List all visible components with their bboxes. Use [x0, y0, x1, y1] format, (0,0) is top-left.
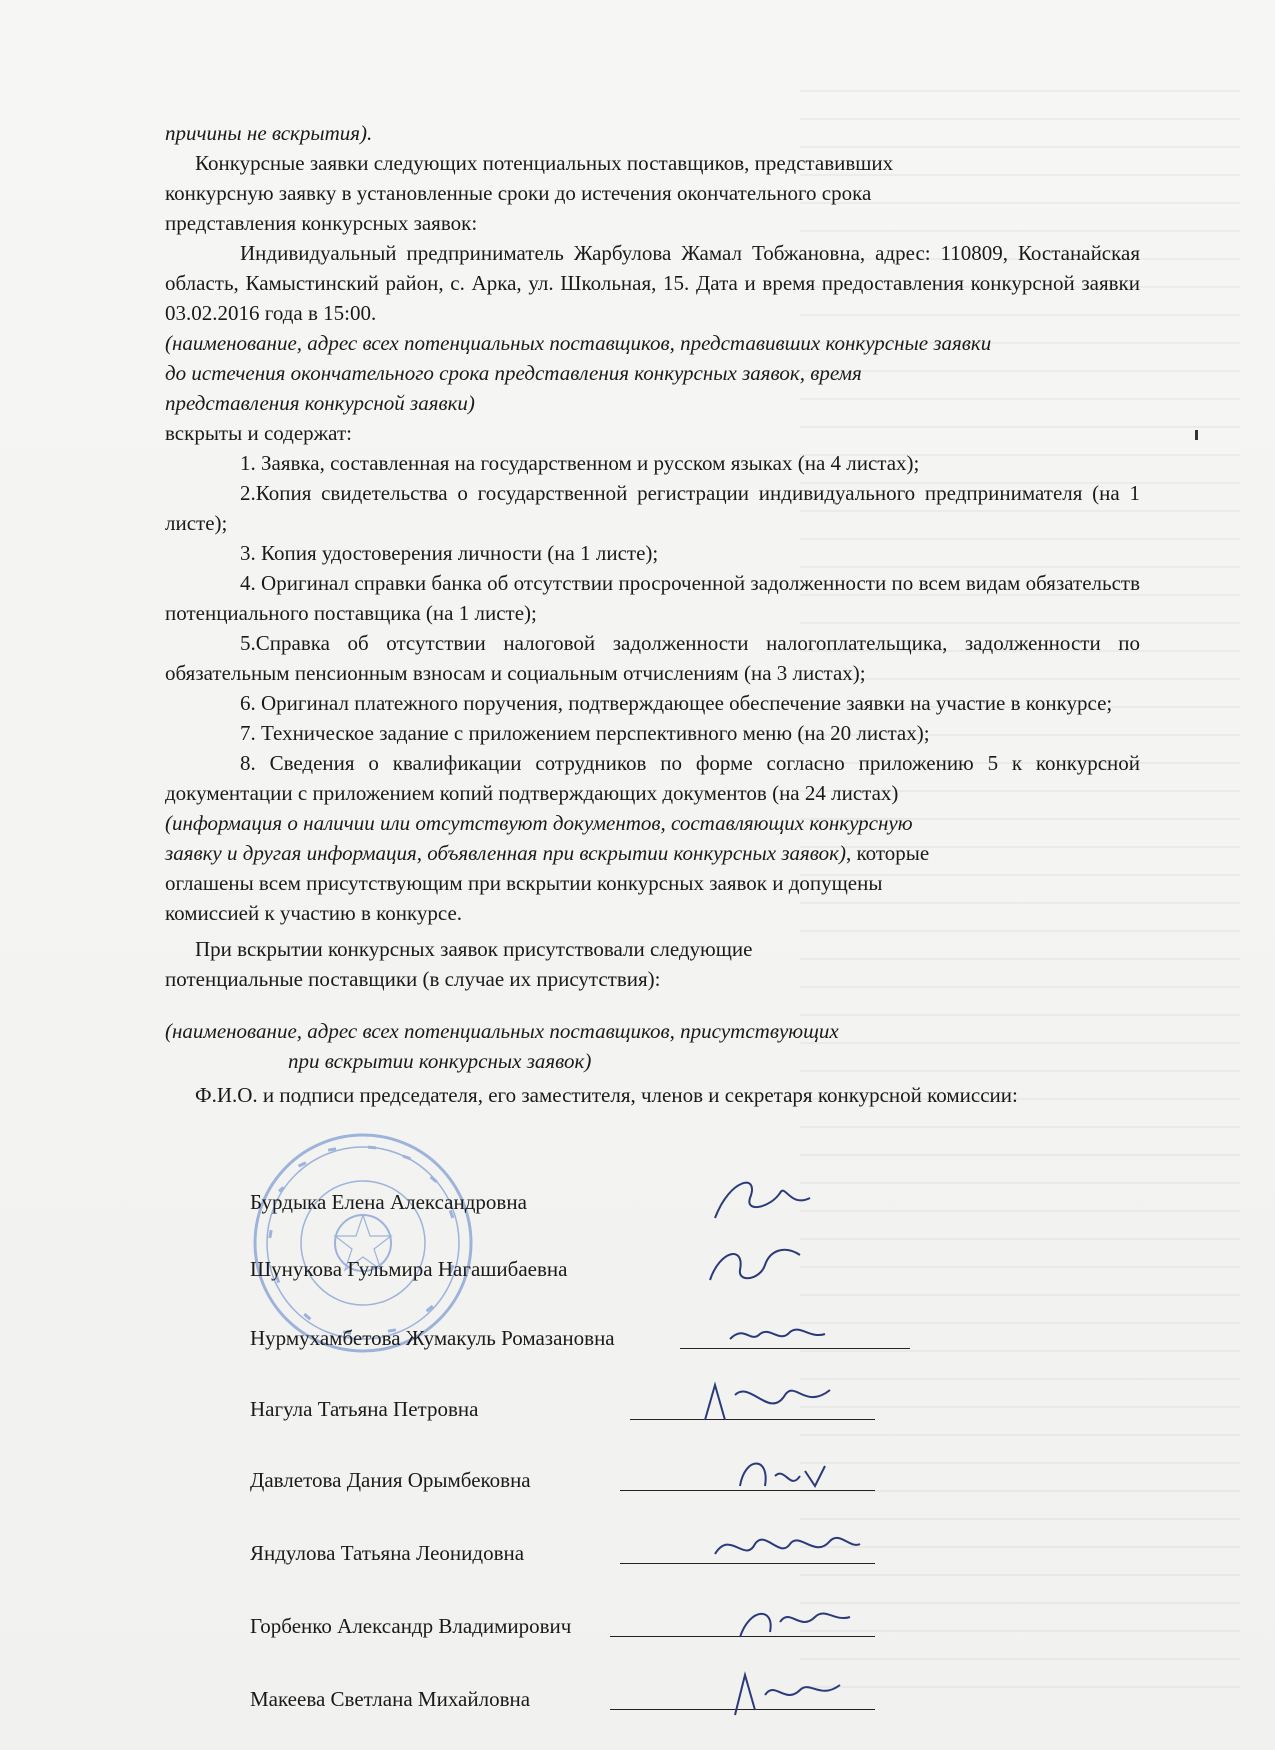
signature-row: [250, 1468, 950, 1523]
list-item: 4. Оригинал справки банка об отсутствии просроченной задолженности по всем видам обязательств потенциального поставщика (на 1 листе);: [165, 571, 1140, 625]
intro-paragraph: Конкурсные заявки следующих потенциальных поставщиков, представивших конкурсную заявку в установленные сроки до истечения окончательного срока представления конкурсных заявок:: [165, 151, 894, 235]
handwritten-signature: [690, 1375, 880, 1435]
handwritten-signature: [690, 1304, 880, 1364]
present-note-line-2: при вскрытии конкурсных заявок): [288, 1049, 592, 1073]
items-note-tail: , которые оглашены всем присутствующим при вскрытии конкурсных заявок и допущены комиссией к участию в конкурсе.: [165, 841, 930, 925]
signature-row: [250, 1541, 950, 1596]
signatory-name: Горбенко Александр Владимирович: [250, 1614, 572, 1638]
signature-block: [250, 1190, 950, 1742]
opened-contain-line: вскрыты и содержат:: [165, 421, 352, 445]
supplier-note: (наименование, адрес всех потенциальных поставщиков, представивших конкурсные заявки до истечения окончательного срока представления конкурсных заявок, время представления конкурсной заявки): [165, 331, 992, 415]
handwritten-signature: [690, 1519, 880, 1579]
items-note: [165, 808, 945, 928]
list-item: 8. Сведения о квалификации сотрудников по форме согласно приложению 5 к конкурсной документации с приложением копий подтверждающих документов (на 24 листах): [165, 751, 1140, 805]
signatory-name: Яндулова Татьяна Леонидовна: [250, 1541, 525, 1565]
signatory-name: Нагула Татьяна Петровна: [250, 1397, 479, 1421]
signature-row: [250, 1614, 950, 1669]
supplier-entry: Индивидуальный предприниматель Жарбулова Жамал Тобжановна, адрес: 110809, Костанайская область, Камыстинский район, с. Арка, ул. Школьная, 15. Дата и время предоставления конкурсной заявки 03.02.2016 года в 15:00.: [165, 241, 1140, 325]
present-note-line-1: (наименование, адрес всех потенциальных поставщиков, присутствующих: [165, 1019, 839, 1043]
documents-list: [165, 448, 1140, 808]
handwritten-signature: [690, 1235, 880, 1295]
present-paragraph: При вскрытии конкурсных заявок присутствовали следующие потенциальные поставщики (в случае их присутствия):: [165, 937, 753, 991]
blank-line: [165, 994, 1140, 1016]
stray-mark: [1195, 430, 1198, 440]
signature-row: [250, 1397, 950, 1452]
list-item: 5.Справка об отсутствии налоговой задолженности налогоплательщика, задолженности по обязательным пенсионным взносам и социальным отчислениям (на 3 листах);: [165, 631, 1140, 685]
handwritten-signature: [690, 1446, 880, 1506]
list-item: 6. Оригинал платежного поручения, подтверждающее обеспечение заявки на участие в конкурсе;: [240, 691, 1113, 715]
list-item: 3. Копия удостоверения личности (на 1 листе);: [240, 541, 659, 565]
signatory-name: Шунукова Гульмира Нагашибаевна: [250, 1257, 568, 1281]
continuation-line: причины не вскрытия).: [165, 121, 373, 145]
signatory-name: Нурмухамбетова Жумакуль Ромазановна: [250, 1326, 615, 1350]
handwritten-signature: [690, 1665, 880, 1725]
signatures-heading: Ф.И.О. и подписи председателя, его заместителя, членов и секретаря конкурсной комиссии:: [195, 1083, 1018, 1107]
document-body: [165, 118, 1140, 1110]
signatory-name: Макеева Светлана Михайловна: [250, 1687, 531, 1711]
signatory-name: Бурдыка Елена Александровна: [250, 1190, 527, 1214]
handwritten-signature: [690, 1168, 880, 1228]
list-item: 2.Копия свидетельства о государственной регистрации индивидуального предпринимателя (на 1 листе);: [165, 481, 1140, 535]
list-item: 1. Заявка, составленная на государственном и русском языках (на 4 листах);: [240, 451, 920, 475]
list-item: 7. Техническое задание с приложением перспективного меню (на 20 листах);: [240, 721, 930, 745]
items-note-italic: (информация о наличии или отсутствуют документов, составляющих конкурсную заявку и другая информация, объявленная при вскрытии конкурсных заявок): [165, 811, 913, 865]
signature-row: [250, 1326, 950, 1381]
signature-row: [250, 1687, 950, 1742]
handwritten-signature: [690, 1592, 880, 1652]
signatory-name: Давлетова Дания Орымбековна: [250, 1468, 531, 1492]
